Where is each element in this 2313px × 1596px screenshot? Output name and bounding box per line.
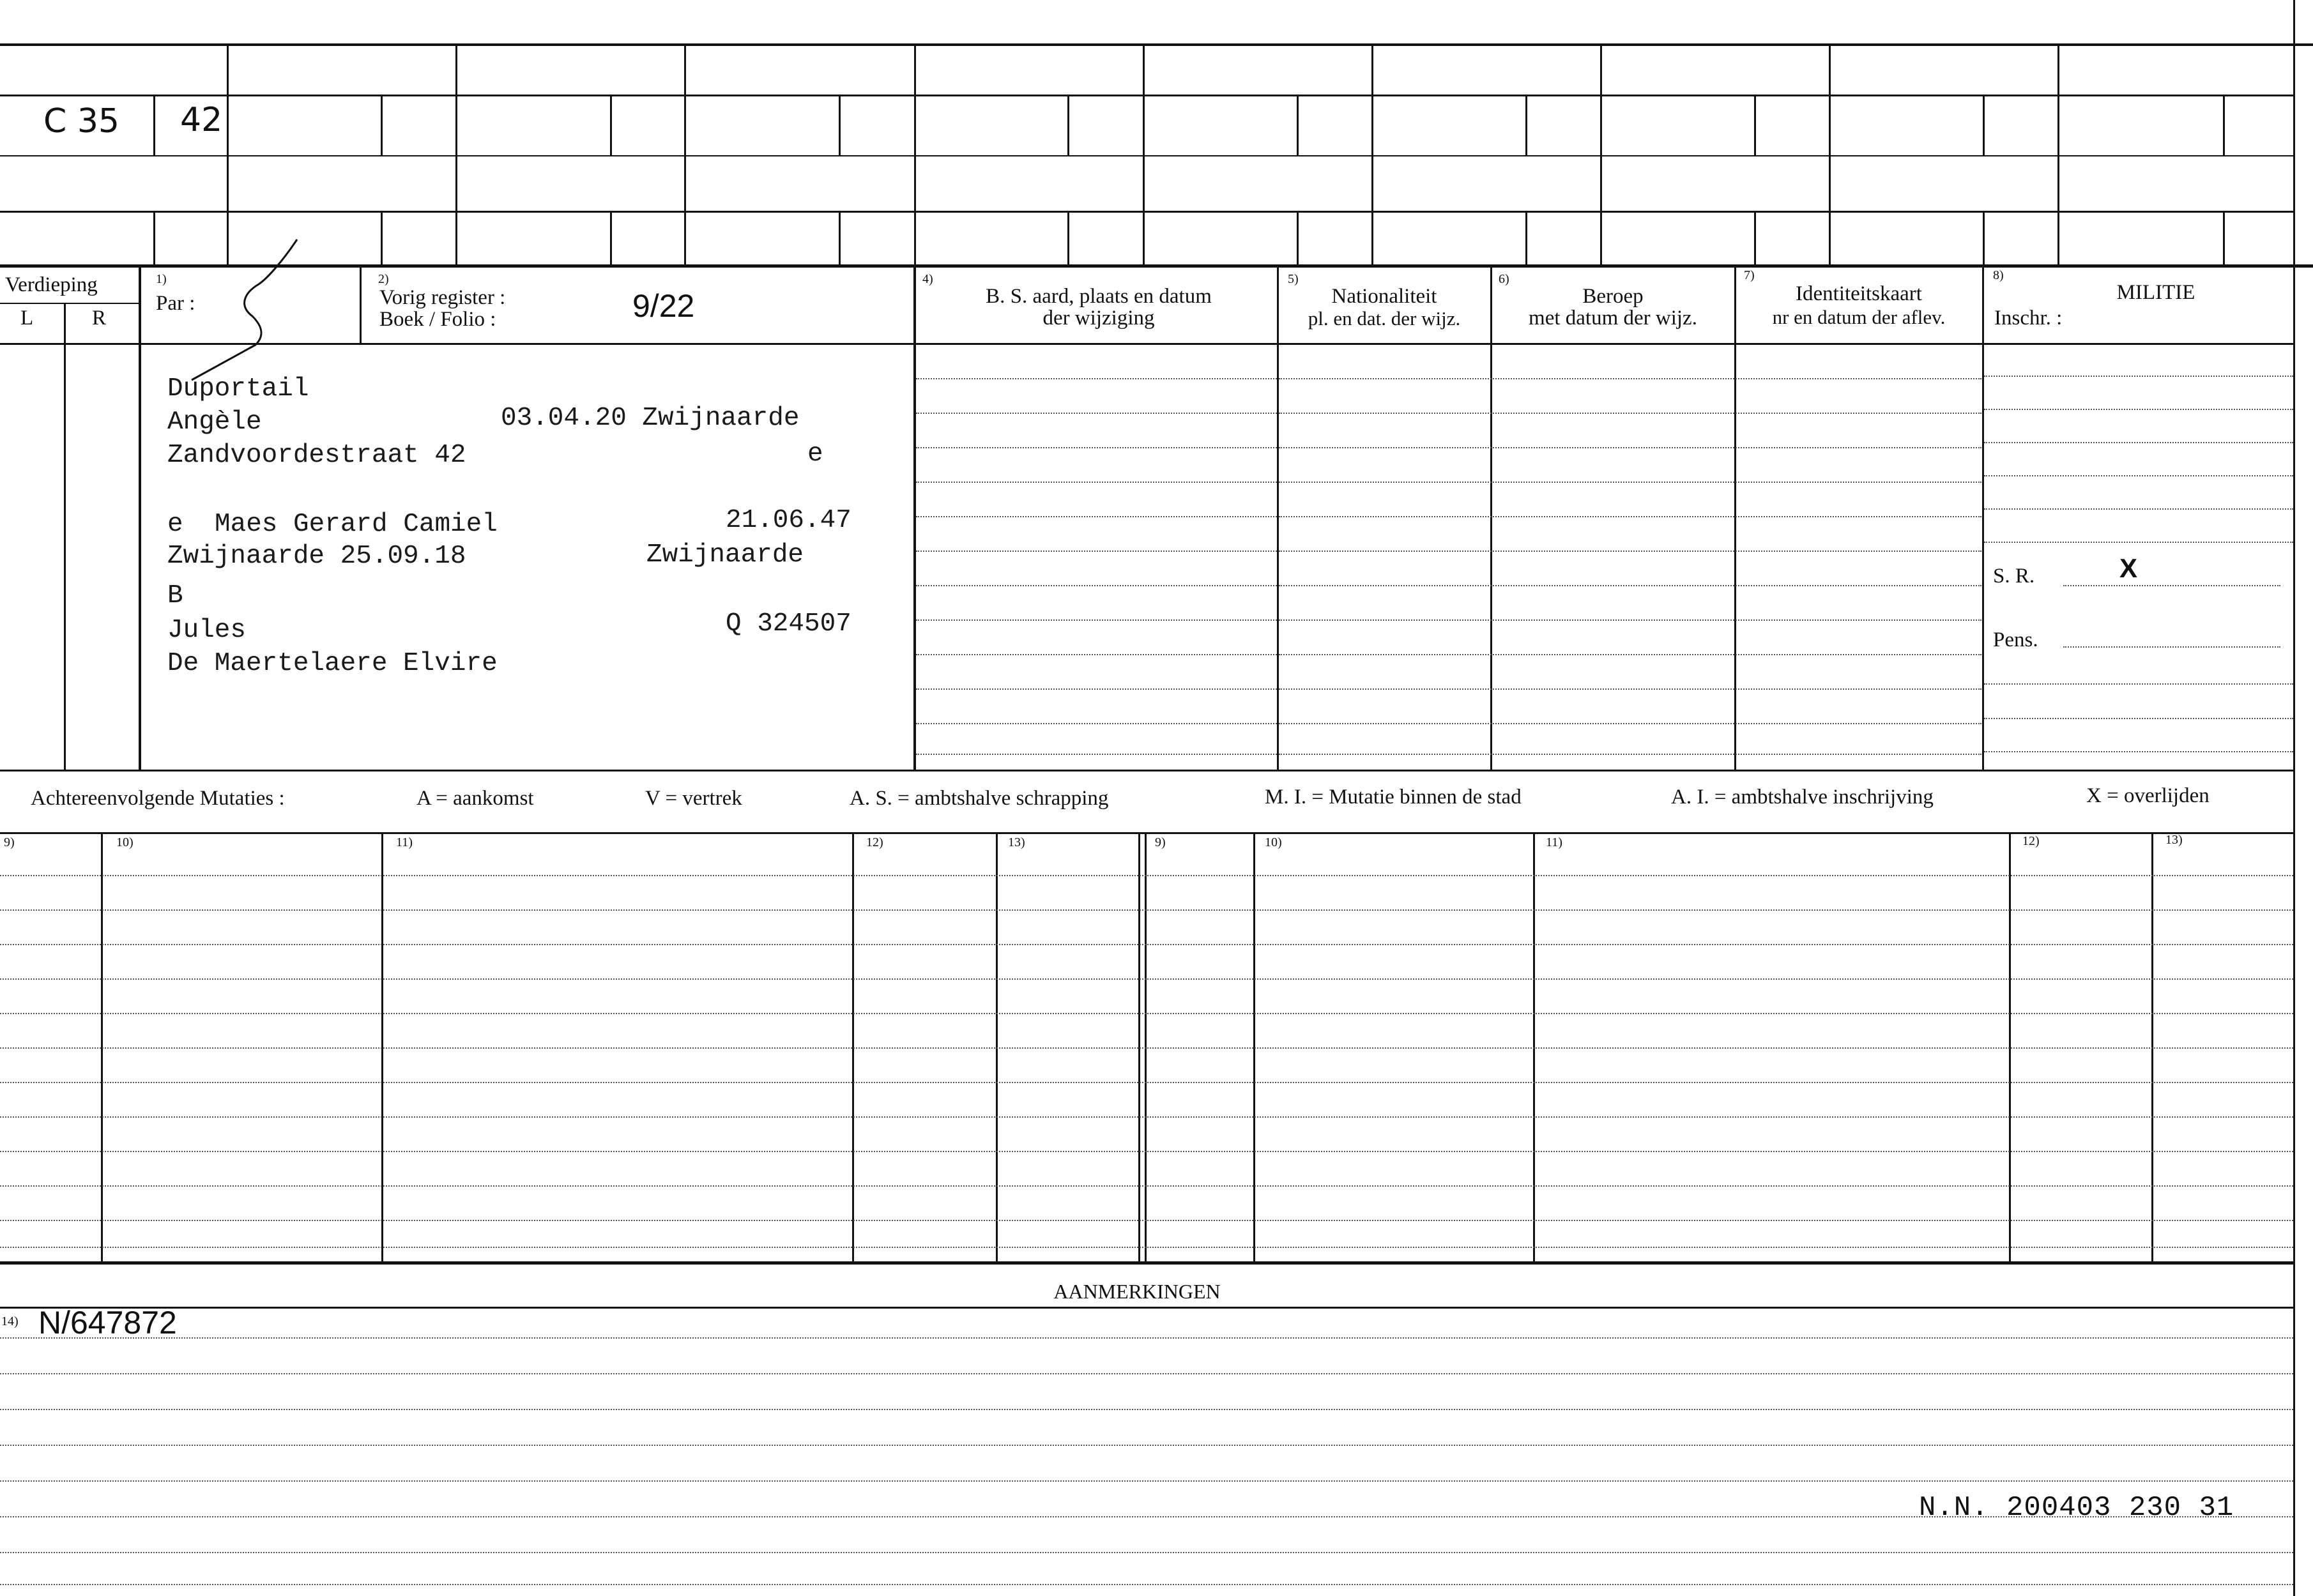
spouse-name: Maes Gerard Camiel bbox=[215, 510, 498, 539]
mutation-col-10b: 10) bbox=[1265, 835, 1282, 849]
id-number: Q 324507 bbox=[726, 609, 851, 639]
wijk-code: C 35 bbox=[43, 102, 120, 141]
col7-header-line1: Identiteitskaart bbox=[1796, 282, 1922, 305]
person-address: Zandvoordestraat 42 bbox=[167, 441, 466, 470]
legend-ambtshalve-schrapping: A. S. = ambtshalve schrapping bbox=[850, 787, 1109, 810]
remarks-number: 14) bbox=[1, 1314, 19, 1328]
national-number: N.N. 200403 230 31 bbox=[1919, 1492, 2234, 1524]
col6-header-line1: Beroep bbox=[1582, 285, 1644, 308]
person-firstname: Angèle bbox=[167, 407, 262, 437]
col6-number: 6) bbox=[1499, 272, 1509, 286]
militie-sr-value: X bbox=[2119, 553, 2138, 583]
legend-aankomst: A = aankomst bbox=[416, 787, 534, 810]
militie-title: MILITIE bbox=[2116, 281, 2195, 304]
person-surname: Duportail bbox=[167, 374, 309, 404]
mutation-col-13b: 13) bbox=[2165, 833, 2183, 847]
mutation-col-13: 13) bbox=[1008, 835, 1025, 849]
verdieping-l-label: L bbox=[20, 307, 34, 330]
spouse-birth: Zwijnaarde 25.09.18 bbox=[167, 542, 466, 571]
mutation-col-11b: 11) bbox=[1546, 835, 1562, 849]
mutation-col-12: 12) bbox=[866, 835, 883, 849]
nationality: B bbox=[167, 581, 183, 611]
mother-name: De Maertelaere Elvire bbox=[167, 649, 498, 678]
mutation-col-12b: 12) bbox=[2022, 834, 2040, 848]
militie-inschr-label: Inschr. : bbox=[1994, 307, 2063, 330]
mutation-col-11: 11) bbox=[396, 835, 413, 849]
legend-ambtshalve-inschrijving: A. I. = ambtshalve inschrijving bbox=[1671, 786, 1934, 809]
col6-header-line2: met datum der wijz. bbox=[1529, 307, 1697, 330]
legend-mutatie-binnen-stad: M. I. = Mutatie binnen de stad bbox=[1265, 786, 1522, 809]
aanmerkingen-title: AANMERKINGEN bbox=[1053, 1280, 1221, 1303]
boek-folio-value: 9/22 bbox=[632, 288, 695, 324]
legend-vertrek: V = vertrek bbox=[645, 787, 742, 810]
verdieping-label: Verdieping bbox=[5, 273, 98, 296]
militie-sr-label: S. R. bbox=[1993, 565, 2035, 588]
marriage-date: 21.06.47 bbox=[726, 506, 851, 535]
mutation-col-9: 9) bbox=[4, 835, 15, 849]
col5-number: 5) bbox=[1288, 272, 1299, 286]
col7-header-line2: nr en datum der aflev. bbox=[1772, 306, 1946, 328]
legend-overlijden: X = overlijden bbox=[2086, 784, 2210, 807]
mutation-col-9b: 9) bbox=[1155, 835, 1166, 849]
col4-number: 4) bbox=[922, 272, 933, 286]
col7-number: 7) bbox=[1744, 268, 1755, 282]
mutaties-legend-title: Achtereenvolgende Mutaties : bbox=[31, 787, 285, 810]
col5-header-line2: pl. en dat. der wijz. bbox=[1308, 307, 1461, 330]
col4-header-line2: der wijziging bbox=[1042, 307, 1155, 330]
house-number: 42 bbox=[180, 101, 223, 139]
spouse-prefix: e bbox=[167, 510, 183, 539]
col1-number: 1) bbox=[156, 272, 167, 286]
col4-header-line1: B. S. aard, plaats en datum bbox=[986, 285, 1212, 308]
mutation-col-10: 10) bbox=[116, 835, 134, 849]
boek-folio-label: Boek / Folio : bbox=[379, 308, 496, 331]
par-label: Par : bbox=[156, 292, 195, 315]
person-birth: 03.04.20 Zwijnaarde bbox=[501, 404, 800, 433]
col8-number: 8) bbox=[1993, 268, 2004, 282]
person-mark-e: e bbox=[807, 439, 823, 469]
col5-header-line1: Nationaliteit bbox=[1331, 285, 1437, 308]
vorig-register-label: Vorig register : bbox=[379, 286, 506, 309]
verdieping-r-label: R bbox=[92, 307, 107, 330]
col2-number: 2) bbox=[378, 272, 389, 286]
remarks-value: N/647872 bbox=[38, 1305, 177, 1341]
militie-pens-label: Pens. bbox=[1993, 628, 2038, 651]
father-name: Jules bbox=[167, 616, 247, 645]
marriage-place: Zwijnaarde bbox=[646, 540, 804, 570]
